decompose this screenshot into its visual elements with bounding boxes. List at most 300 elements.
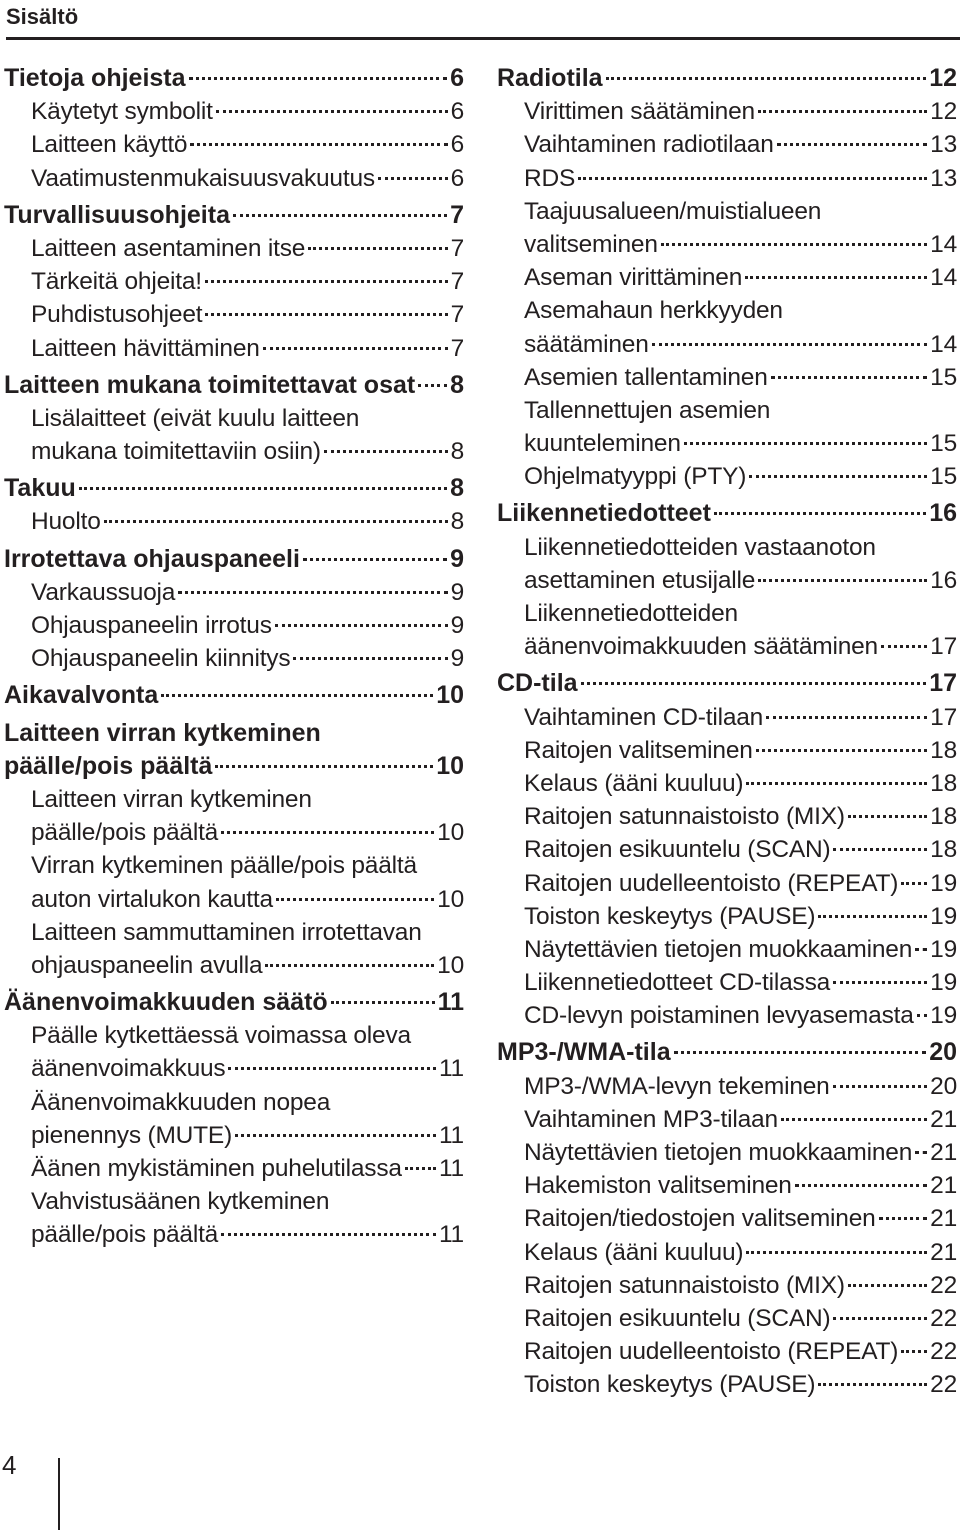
toc-page-number: 16 xyxy=(929,499,957,528)
toc-entry-row xyxy=(524,966,957,999)
toc-entry-title: Liikennetiedotteet xyxy=(497,499,711,528)
toc-entry-row xyxy=(524,1335,957,1368)
toc-entry xyxy=(497,1335,957,1368)
dot-leader xyxy=(684,441,927,445)
toc-entry xyxy=(4,162,464,195)
dot-leader xyxy=(833,980,927,984)
dot-leader xyxy=(714,511,926,515)
toc-page-number: 7 xyxy=(450,301,464,329)
toc-entry-title: CD-levyn poistaminen levyasemasta xyxy=(524,1002,914,1030)
dot-leader xyxy=(915,947,927,951)
dot-leader xyxy=(308,246,447,250)
dot-leader xyxy=(331,1000,435,1004)
section-title: Sisältö xyxy=(6,4,79,29)
toc-page-number: 19 xyxy=(930,935,957,963)
toc-entry-row xyxy=(31,816,464,849)
dot-leader xyxy=(915,1150,927,1154)
toc-entry xyxy=(4,1019,464,1085)
toc-entry xyxy=(497,800,957,833)
toc-entry-title: Ohjauspaneelin irrotus xyxy=(31,612,272,639)
toc-entry-row xyxy=(524,261,957,294)
toc-entry-title: Aikavalvonta xyxy=(4,681,159,710)
toc-entry-row xyxy=(524,427,957,460)
toc-entry-row xyxy=(31,128,464,161)
toc-entry-title: Vahvistusäänen kytkeminen xyxy=(31,1188,330,1216)
toc-page-number: 19 xyxy=(930,869,957,897)
toc-entry-row xyxy=(524,933,957,966)
toc-entry-title: päälle/pois päältä xyxy=(31,1221,219,1249)
toc-entry xyxy=(497,1302,957,1335)
toc-page-number: 11 xyxy=(438,1121,464,1149)
toc-section xyxy=(497,667,957,700)
toc-entry-row xyxy=(31,642,464,675)
toc-page-number: 8 xyxy=(450,438,464,466)
toc-page-number: 10 xyxy=(437,819,464,847)
dot-leader xyxy=(818,1382,927,1386)
dot-leader xyxy=(205,312,447,316)
toc-entry-row xyxy=(524,767,957,800)
toc-entry-title: mukana toimitettaviin osiin) xyxy=(31,438,321,466)
toc-entry-row xyxy=(31,232,464,265)
dot-leader xyxy=(746,1250,927,1254)
toc-entry-row xyxy=(497,1036,957,1069)
toc-entry xyxy=(497,933,957,966)
toc-entry xyxy=(497,597,957,663)
toc-entry-title: Lisälaitteet (eivät kuulu laitteen xyxy=(31,404,360,432)
toc-entry xyxy=(497,1368,957,1401)
toc-entry-title: Vaatimustenmukaisuusvakuutus xyxy=(31,164,375,192)
toc-page-number: 9 xyxy=(450,578,464,606)
page-header xyxy=(6,0,960,38)
toc-entry-row xyxy=(524,1103,957,1136)
toc-section xyxy=(4,369,464,402)
toc-entry-row xyxy=(524,1136,957,1169)
toc-section xyxy=(497,1036,957,1069)
toc-entry-title: Äänenvoimakkuuden säätö xyxy=(4,988,328,1017)
dot-leader xyxy=(881,644,927,648)
toc-page-number: 9 xyxy=(450,544,464,573)
toc-entry-row xyxy=(524,95,957,128)
toc-entry-title: Laitteen asentaminen itse xyxy=(31,234,306,262)
toc-entry-title: Takuu xyxy=(4,474,76,503)
toc-page-number: 10 xyxy=(437,951,464,979)
dot-leader xyxy=(79,486,447,490)
toc-entry xyxy=(4,642,464,675)
toc-entry-title: auton virtalukon kautta xyxy=(31,885,273,913)
dot-leader xyxy=(235,1133,436,1137)
toc-page-number: 20 xyxy=(930,1072,957,1100)
toc-entry-title: Vaihtaminen radiotilaan xyxy=(524,131,774,159)
toc-section xyxy=(4,679,464,712)
dot-leader xyxy=(652,342,927,346)
toc-entry-title: Asemahaun herkkyyden xyxy=(524,297,783,325)
toc-page-number: 8 xyxy=(450,370,464,399)
toc-page-number: 12 xyxy=(929,64,957,92)
toc-entry xyxy=(4,783,464,849)
toc-page-number: 15 xyxy=(930,463,957,491)
toc-page-number: 19 xyxy=(930,902,957,930)
toc-entry-row xyxy=(524,701,957,734)
toc-page-number: 16 xyxy=(930,566,957,594)
toc-entry-row xyxy=(31,883,464,916)
toc-entry-row xyxy=(4,199,464,232)
toc-entry-row xyxy=(4,369,464,402)
toc-page-number: 9 xyxy=(450,645,464,673)
toc-page-number: 21 xyxy=(930,1105,957,1133)
toc-entry-row xyxy=(524,361,957,394)
toc-page-number: 11 xyxy=(438,1155,464,1182)
toc-page-number: 22 xyxy=(930,1371,957,1399)
toc-entry-title: kuunteleminen xyxy=(524,430,681,458)
toc-entry xyxy=(497,294,957,360)
toc-entry xyxy=(497,394,957,460)
toc-entry-row xyxy=(524,162,957,195)
toc-entry xyxy=(4,1086,464,1152)
dot-leader xyxy=(901,881,927,885)
toc-entry-title: Raitojen satunnaistoisto (MIX) xyxy=(524,1271,845,1299)
toc-entry-title: ohjauspaneelin avulla xyxy=(31,951,263,979)
toc-entry-title: Liikennetiedotteiden vastaanoton xyxy=(524,533,876,561)
toc-entry xyxy=(497,734,957,767)
toc-entry-title: valitseminen xyxy=(524,230,658,258)
toc-entry-title: päälle/pois päältä xyxy=(31,819,219,847)
toc-section xyxy=(497,62,957,95)
toc-entry-title: Liikennetiedotteet CD-tilassa xyxy=(524,969,831,997)
toc-entry-row xyxy=(4,62,464,95)
toc-entry-row xyxy=(524,1368,957,1401)
toc-entry-title: pienennys (MUTE) xyxy=(31,1121,233,1149)
toc-page-number: 9 xyxy=(450,612,464,639)
toc-entry-title: säätäminen xyxy=(524,330,649,358)
dot-leader xyxy=(795,1183,927,1187)
toc-entry xyxy=(4,332,464,365)
toc-entry-row xyxy=(31,95,464,128)
toc-entry-title: Laitteen virran kytkeminen xyxy=(31,785,312,813)
toc-entry-title: Äänen mykistäminen puhelutilassa xyxy=(31,1155,402,1182)
toc-entry-title: Näytettävien tietojen muokkaaminen xyxy=(524,1139,913,1166)
dot-leader xyxy=(216,109,448,113)
toc-page-number: 18 xyxy=(930,803,957,831)
toc-page-number: 19 xyxy=(930,969,957,997)
toc-page-number: 18 xyxy=(930,769,957,797)
dot-leader xyxy=(178,590,447,594)
toc-entry-row xyxy=(524,999,957,1032)
dot-leader xyxy=(276,897,434,901)
toc-section xyxy=(4,62,464,95)
toc-entry xyxy=(4,1185,464,1251)
dot-leader xyxy=(818,914,927,918)
toc-entry-title: Turvallisuusohjeita xyxy=(4,200,230,229)
toc-entry xyxy=(497,261,957,294)
toc-entry-row xyxy=(524,328,957,361)
toc-entry-title: MP3-/WMA-levyn tekeminen xyxy=(524,1072,830,1100)
toc-entry xyxy=(4,95,464,128)
toc-entry-title: Hakemiston valitseminen xyxy=(524,1172,792,1200)
toc-entry-row xyxy=(524,228,957,261)
dot-leader xyxy=(745,275,927,279)
toc-page-number: 10 xyxy=(437,885,464,913)
toc-page-number: 7 xyxy=(450,334,464,362)
toc-page-number: 21 xyxy=(930,1172,957,1200)
dot-leader xyxy=(221,1232,436,1236)
toc-entry-title: Raitojen esikuuntelu (SCAN) xyxy=(524,836,831,864)
toc-section xyxy=(4,472,464,505)
toc-page-number: 17 xyxy=(929,669,957,698)
dot-leader xyxy=(233,213,447,217)
toc-entry-title: Kelaus (ääni kuuluu) xyxy=(524,1238,744,1266)
dot-leader xyxy=(228,1066,435,1070)
toc-entry xyxy=(497,1070,957,1103)
toc-entry-title: Liikennetiedotteiden xyxy=(524,600,738,627)
toc-entry xyxy=(497,701,957,734)
toc-entry xyxy=(497,1269,957,1302)
toc-entry xyxy=(497,1202,957,1235)
toc-entry xyxy=(497,833,957,866)
toc-entry-row xyxy=(524,128,957,161)
toc-entry-row xyxy=(31,1119,464,1152)
dot-leader xyxy=(661,242,927,246)
toc-entry-title: Vaihtaminen CD-tilaan xyxy=(524,703,764,731)
toc-entry xyxy=(497,966,957,999)
toc-entry-row xyxy=(524,1202,957,1235)
toc-entry-title: Virran kytkeminen päälle/pois päältä xyxy=(31,852,417,880)
toc-entry-title: Laitteen virran kytkeminen xyxy=(4,718,321,747)
toc-entry-title: Ohjauspaneelin kiinnitys xyxy=(31,645,291,673)
toc-entry-title: Raitojen/tiedostojen valitseminen xyxy=(524,1205,876,1233)
toc-page-number: 6 xyxy=(450,131,464,159)
toc-entry-title: MP3-/WMA-tila xyxy=(497,1038,671,1067)
dot-leader xyxy=(746,781,927,785)
toc-page-number: 11 xyxy=(438,1221,464,1249)
dot-leader xyxy=(275,623,448,627)
toc-entry-row xyxy=(31,1218,464,1251)
toc-entry xyxy=(4,916,464,982)
dot-leader xyxy=(263,346,448,350)
toc-entry-title: Äänenvoimakkuuden nopea xyxy=(31,1088,331,1116)
dot-leader xyxy=(190,142,447,146)
toc-page-number: 8 xyxy=(450,474,464,503)
toc-page-number: 7 xyxy=(450,268,464,296)
toc-entry-title: Tallennettujen asemien xyxy=(524,396,771,424)
dot-leader xyxy=(833,847,927,851)
dot-leader xyxy=(833,1084,928,1088)
toc-entry-title: Ohjelmatyyppi (PTY) xyxy=(524,463,747,491)
toc-page-number: 20 xyxy=(929,1038,957,1067)
toc-entry-title: Käytetyt symbolit xyxy=(31,98,213,126)
toc-entry-row xyxy=(4,472,464,505)
toc-entry-row xyxy=(524,800,957,833)
dot-leader xyxy=(777,142,928,146)
toc-entry-row xyxy=(31,576,464,609)
toc-page-number: 19 xyxy=(930,1002,957,1030)
toc-entry-title: Tietoja ohjeista xyxy=(4,64,186,92)
toc-page-number: 10 xyxy=(436,681,464,710)
dot-leader xyxy=(405,1166,436,1170)
toc-entry-title: Toiston keskeytys (PAUSE) xyxy=(524,1371,816,1399)
toc-page-number: 22 xyxy=(930,1304,957,1332)
toc-entry-title: Laitteen mukana toimitettavat osat xyxy=(4,370,416,399)
toc-entry-row xyxy=(524,1070,957,1103)
toc-page-number: 12 xyxy=(930,98,957,126)
toc-entry-row xyxy=(31,298,464,331)
toc-entry xyxy=(497,460,957,493)
toc-entry xyxy=(497,1136,957,1169)
toc-entry xyxy=(4,298,464,331)
toc-entry xyxy=(497,867,957,900)
toc-entry-title: äänenvoimakkuus xyxy=(31,1055,226,1083)
toc-entry xyxy=(497,195,957,261)
toc-entry-title: päälle/pois päältä xyxy=(4,751,213,780)
toc-entry-title: Raitojen esikuuntelu (SCAN) xyxy=(524,1304,831,1332)
dot-leader xyxy=(848,1283,927,1287)
toc-page-number: 21 xyxy=(930,1238,957,1266)
dot-leader xyxy=(917,1013,927,1017)
dot-leader xyxy=(378,176,448,180)
toc-entry-row xyxy=(524,867,957,900)
toc-entry-row xyxy=(524,833,957,866)
toc-entry xyxy=(497,767,957,800)
toc-page-number: 17 xyxy=(930,633,957,661)
toc-entry xyxy=(497,1236,957,1269)
toc-entry xyxy=(4,576,464,609)
page-number: 4 xyxy=(2,1450,17,1480)
toc-entry-row xyxy=(524,460,957,493)
toc-entry-row xyxy=(4,986,464,1019)
dot-leader xyxy=(303,557,447,561)
toc-page-number: 14 xyxy=(930,264,957,292)
dot-leader xyxy=(766,715,927,719)
toc-entry-row xyxy=(497,62,957,95)
toc-entry-row xyxy=(524,900,957,933)
dot-leader xyxy=(833,1316,927,1320)
toc-page-number: 6 xyxy=(450,64,464,92)
toc-entry-title: Irrotettava ohjauspaneeli xyxy=(4,544,300,573)
toc-entry-title: Radiotila xyxy=(497,64,603,92)
toc-entry-title: Varkaussuoja xyxy=(31,578,176,606)
dot-leader xyxy=(215,764,433,768)
toc-page-number: 7 xyxy=(450,200,464,229)
toc-entry-title: Vaihtaminen MP3-tilaan xyxy=(524,1105,778,1133)
toc-page-number: 7 xyxy=(450,234,464,262)
dot-leader xyxy=(781,1117,927,1121)
toc-entry xyxy=(4,609,464,642)
toc-section xyxy=(4,199,464,232)
toc-column-left xyxy=(4,62,464,1252)
toc-entry xyxy=(497,95,957,128)
toc-entry-title: Päälle kytkettäessä voimassa oleva xyxy=(31,1022,411,1050)
toc-page-number: 18 xyxy=(930,836,957,864)
toc-page-number: 11 xyxy=(438,1055,464,1083)
toc-page-number: 11 xyxy=(437,988,464,1017)
toc-entry-title: äänenvoimakkuuden säätäminen xyxy=(524,633,878,661)
toc-entry-title: Puhdistusohjeet xyxy=(31,301,203,329)
toc-entry-title: Raitojen satunnaistoisto (MIX) xyxy=(524,803,845,831)
toc-entry xyxy=(4,232,464,265)
dot-leader xyxy=(293,656,447,660)
toc-entry-title: Raitojen uudelleentoisto (REPEAT) xyxy=(524,1338,899,1366)
dot-leader xyxy=(578,176,927,180)
toc-entry-row xyxy=(524,1269,957,1302)
toc-section xyxy=(4,717,464,783)
toc-entry-row xyxy=(524,564,957,597)
toc-entry-row xyxy=(31,1152,464,1185)
toc-page-number: 14 xyxy=(930,330,957,358)
toc-entry-row xyxy=(4,543,464,576)
toc-entry-row xyxy=(524,1236,957,1269)
toc-page-number: 14 xyxy=(930,230,957,258)
dot-leader xyxy=(758,109,927,113)
toc-entry-title: Laitteen käyttö xyxy=(31,131,188,159)
toc-entry xyxy=(497,531,957,597)
toc-entry-title: Raitojen uudelleentoisto (REPEAT) xyxy=(524,869,899,897)
dot-leader xyxy=(324,449,448,453)
toc-entry-title: Taajuusalueen/muistialueen xyxy=(524,197,822,225)
toc-entry-row xyxy=(497,497,957,530)
toc-page-number: 6 xyxy=(450,164,464,192)
toc-entry-title: Virittimen säätäminen xyxy=(524,98,755,126)
toc-entry xyxy=(497,1103,957,1136)
dot-leader xyxy=(901,1349,927,1353)
toc-entry xyxy=(4,128,464,161)
footer-divider xyxy=(58,1458,60,1530)
toc-page-number: 17 xyxy=(930,703,957,731)
dot-leader xyxy=(418,383,447,387)
toc-entry-title: asettaminen etusijalle xyxy=(524,566,756,594)
toc-entry xyxy=(497,162,957,195)
dot-leader xyxy=(189,76,448,80)
toc-entry-row xyxy=(524,630,957,663)
toc-entry-row xyxy=(31,949,464,982)
toc-section xyxy=(4,543,464,576)
toc-page-number: 18 xyxy=(930,736,957,764)
toc-page-number: 15 xyxy=(930,430,957,458)
toc-entry xyxy=(4,849,464,915)
dot-leader xyxy=(161,693,433,697)
dot-leader xyxy=(749,474,927,478)
toc-entry-row xyxy=(31,609,464,642)
dot-leader xyxy=(674,1050,927,1054)
toc-entry-row xyxy=(31,505,464,538)
toc-page-number: 22 xyxy=(930,1271,957,1299)
toc-entry-title: Aseman virittäminen xyxy=(524,264,743,292)
toc-page-number: 13 xyxy=(930,164,957,192)
toc-entry-title: Asemien tallentaminen xyxy=(524,363,768,391)
dot-leader xyxy=(265,963,434,967)
toc-entry-row xyxy=(4,750,464,783)
dot-leader xyxy=(879,1216,928,1220)
toc-section xyxy=(4,986,464,1019)
toc-page-number: 15 xyxy=(930,363,957,391)
toc-entry xyxy=(4,505,464,538)
toc-entry-row xyxy=(31,435,464,468)
toc-page-number: 21 xyxy=(930,1205,957,1233)
toc-entry-row xyxy=(524,734,957,767)
toc-column-right xyxy=(497,62,957,1402)
toc-entry-title: Tärkeitä ohjeita! xyxy=(31,268,202,296)
toc-page-number: 22 xyxy=(930,1338,957,1366)
dot-leader xyxy=(581,681,927,685)
toc-entry xyxy=(4,1152,464,1185)
dot-leader xyxy=(771,375,927,379)
header-rule xyxy=(6,37,960,40)
toc-entry-row xyxy=(524,1169,957,1202)
toc-entry xyxy=(497,128,957,161)
toc-entry xyxy=(4,265,464,298)
toc-entry-title: RDS xyxy=(524,164,576,192)
toc-entry-title: CD-tila xyxy=(497,669,578,698)
toc-page-number: 13 xyxy=(930,131,957,159)
dot-leader xyxy=(606,76,927,80)
